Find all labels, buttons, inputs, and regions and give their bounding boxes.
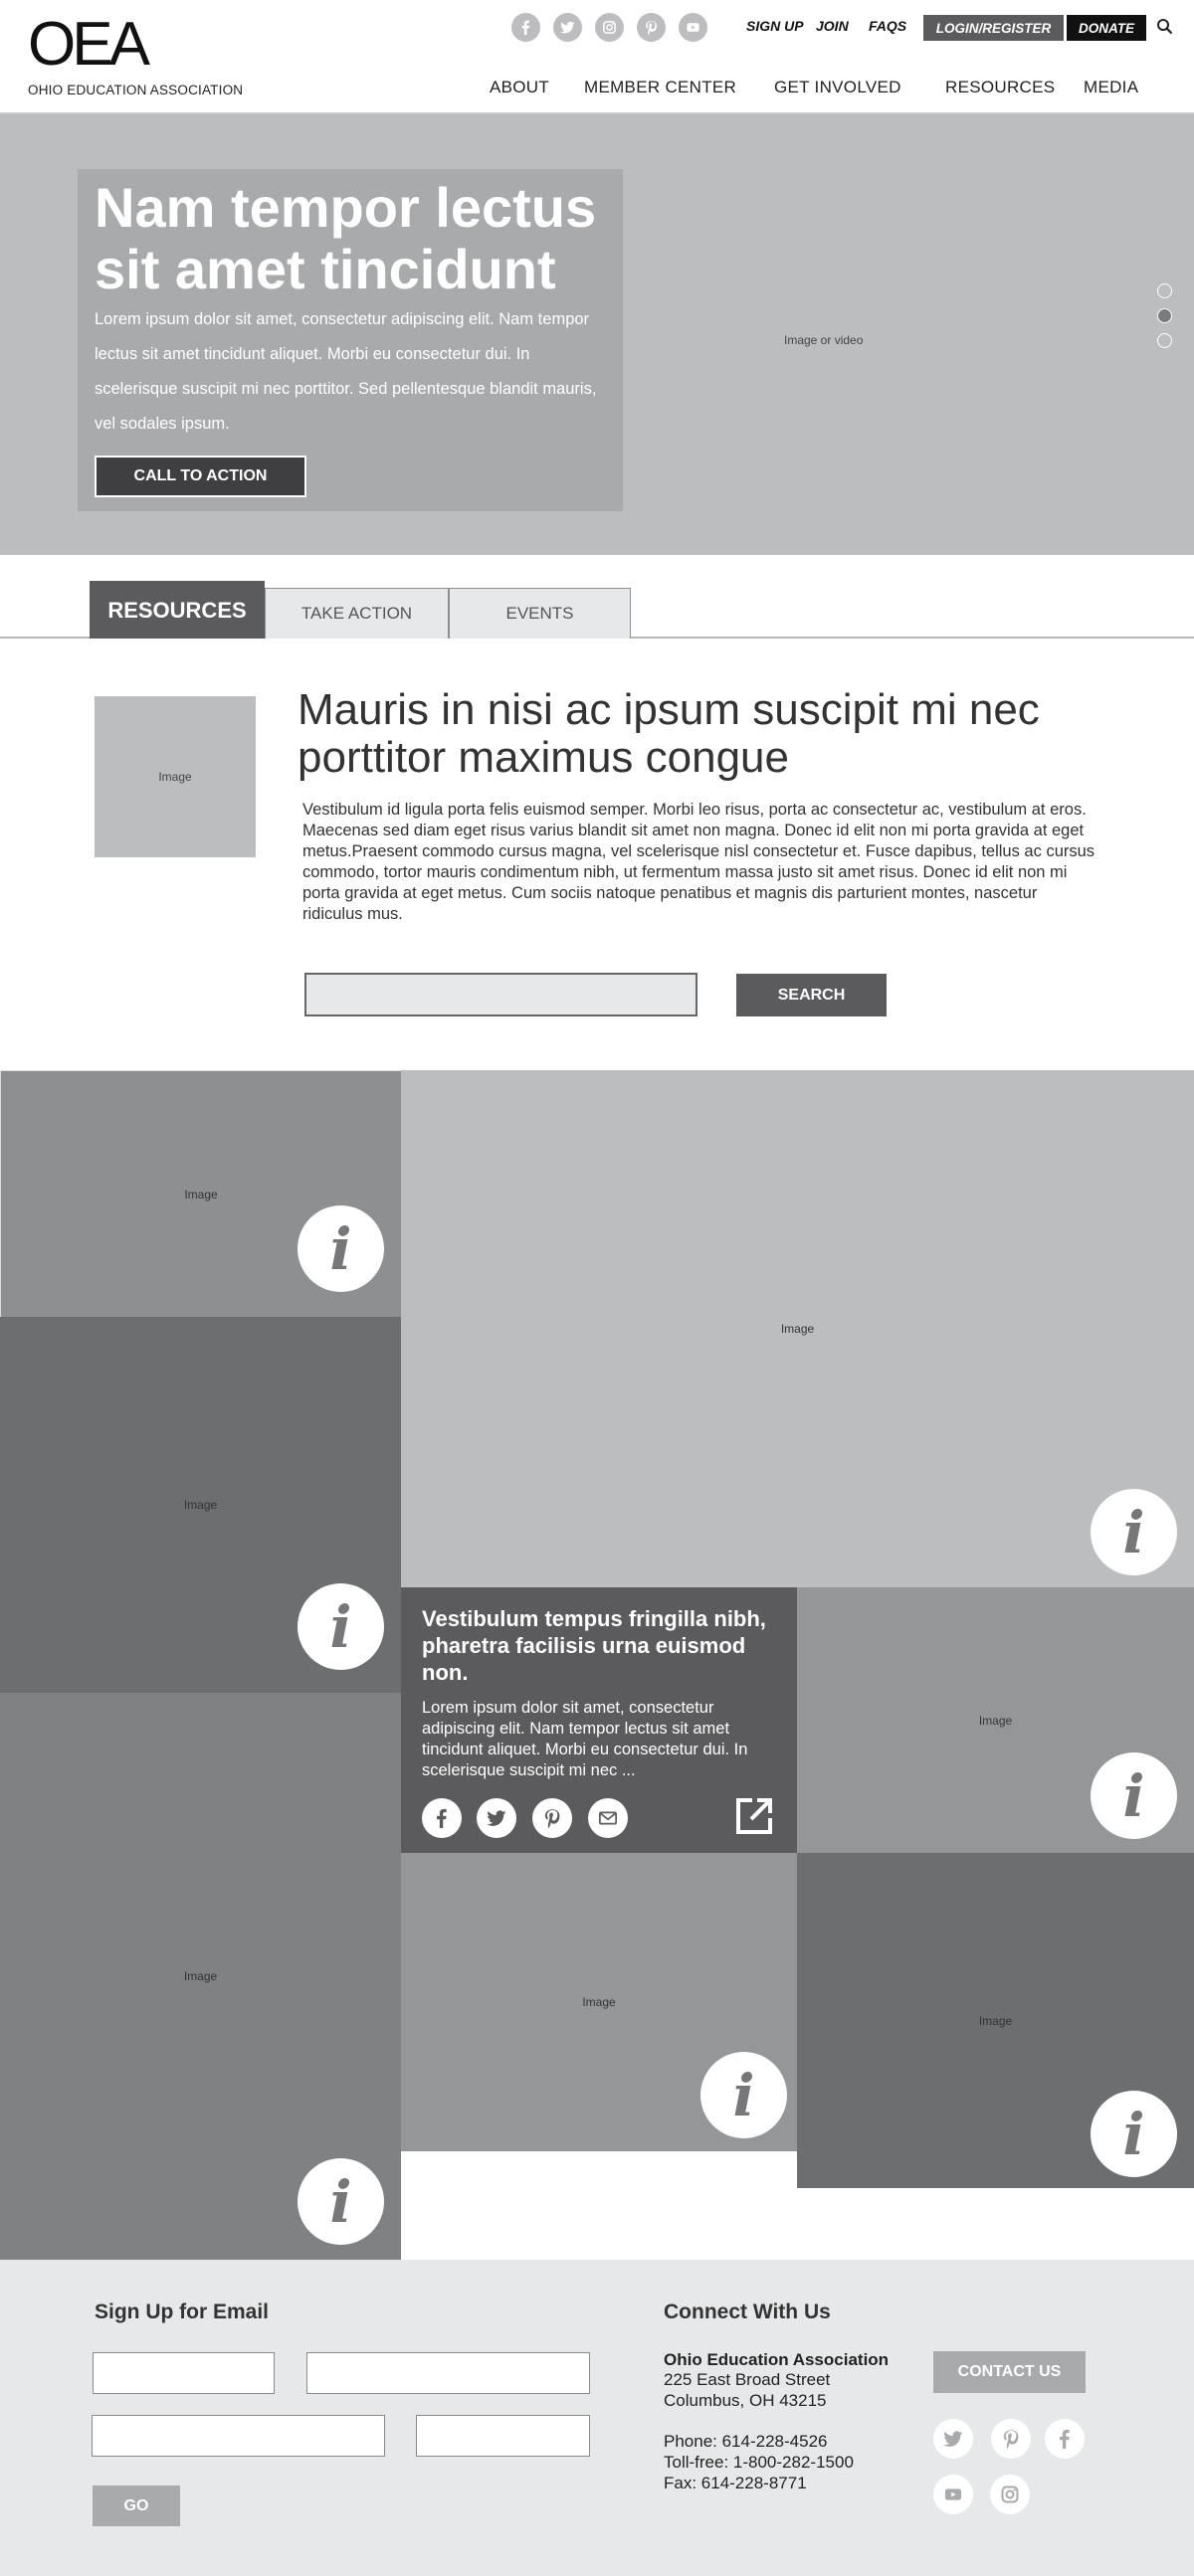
info-icon[interactable]: i [700, 2052, 787, 2138]
feature-text: Lorem ipsum dolor sit amet, consectetur adipiscing elit. Nam tempor lectus sit amet tincidunt aliquet. Morbi eu consectetur dui. In scelerisque suscipit mi nec ... [422, 1699, 748, 1779]
slide-dot-2-active[interactable] [1157, 308, 1172, 323]
login-register-button[interactable]: LOGIN/REGISTER [923, 15, 1064, 41]
youtube-icon[interactable] [933, 2475, 973, 2514]
nav-get-involved[interactable]: GET INVOLVED [774, 78, 901, 96]
pinterest-icon[interactable] [637, 13, 666, 42]
feature-title[interactable]: Vestibulum tempus fringilla nibh, pharetra facilisis urna euismod non. [422, 1606, 766, 1685]
twitter-icon[interactable] [477, 1798, 516, 1838]
first-name-field[interactable] [93, 2352, 275, 2394]
tile-image-label: Image [183, 1498, 218, 1512]
hero-text: Lorem ipsum dolor sit amet, consectetur adipiscing elit. Nam tempor lectus sit amet tincidunt aliquet. Morbi eu consectetur dui. In scelerisque suscipit mi nec porttitor. Sed pellentesque blandit mauris, vel sodales ipsum. [95, 310, 597, 433]
external-link-icon[interactable] [734, 1796, 774, 1836]
tile-image-2[interactable] [401, 1070, 1194, 1587]
nav-about[interactable]: ABOUT [490, 78, 550, 96]
tab-events[interactable]: EVENTS [449, 588, 631, 639]
connect-heading: Connect With Us [664, 2300, 831, 2323]
fax: Fax: 614-228-8771 [664, 2474, 807, 2492]
last-name-field[interactable] [306, 2352, 590, 2394]
instagram-icon[interactable] [990, 2475, 1030, 2514]
donate-button[interactable]: DONATE [1067, 15, 1146, 41]
info-icon[interactable]: i [298, 2158, 384, 2245]
call-to-action-button[interactable]: CALL TO ACTION [95, 456, 306, 497]
logo-name[interactable]: OHIO EDUCATION ASSOCIATION [28, 83, 244, 97]
faqs-link[interactable]: FAQS [869, 18, 907, 34]
email-icon[interactable] [588, 1798, 628, 1838]
facebook-icon[interactable] [1045, 2419, 1085, 2459]
hero-media-placeholder: Image or video [784, 333, 864, 347]
info-icon[interactable]: i [1091, 1489, 1177, 1575]
facebook-icon[interactable] [422, 1798, 462, 1838]
twitter-icon[interactable] [933, 2419, 973, 2459]
toll-free[interactable]: Toll-free: 1-800-282-1500 [664, 2453, 854, 2472]
tab-resources[interactable]: RESOURCES [90, 581, 265, 639]
resource-text: Vestibulum id ligula porta felis euismod semper. Morbi leo risus, porta ac consectetur ac, vestibulum at eros. Maecenas sed diam eget risus varius blandit sit amet non magna. Donec id elit non mi porta gravida at eget metus.Praesent commodo cursus magna, vel scelerisque nisl consectetur et. Fusce dapibus, tellus ac cursus commodo, tortor mauris condimentum nibh, ut fermentum massa justo sit amet risus. Donec id elit non mi porta gravida at eget metus. Cum sociis natoque penatibus et magnis dis parturient montes, nascetur ridiculus mus. [302, 801, 1095, 923]
email-signup-heading: Sign Up for Email [95, 2300, 270, 2323]
nav-media[interactable]: MEDIA [1084, 78, 1139, 96]
sign-up-link[interactable]: SIGN UP [746, 18, 804, 34]
facebook-icon[interactable] [511, 13, 540, 42]
phone[interactable]: Phone: 614-228-4526 [664, 2432, 828, 2451]
hero-title: Nam tempor lectus sit amet tincidunt [95, 176, 597, 300]
join-link[interactable]: JOIN [816, 18, 849, 34]
twitter-icon[interactable] [553, 13, 582, 42]
youtube-icon[interactable] [679, 13, 707, 42]
tile-image-label: Image [978, 1713, 1013, 1728]
info-icon[interactable]: i [1091, 2091, 1177, 2177]
nav-resources[interactable]: RESOURCES [945, 78, 1056, 96]
search-icon[interactable] [1155, 17, 1175, 37]
nav-member-center[interactable]: MEMBER CENTER [584, 78, 737, 96]
slide-dot-3[interactable] [1157, 333, 1172, 348]
slide-dot-1[interactable] [1157, 283, 1172, 298]
email-field[interactable] [92, 2415, 385, 2457]
tile-image-label: Image [184, 1187, 218, 1201]
search-button[interactable]: SEARCH [736, 974, 887, 1016]
pinterest-icon[interactable] [991, 2419, 1031, 2459]
go-button[interactable]: GO [93, 2485, 180, 2526]
info-icon[interactable]: i [298, 1583, 384, 1670]
tab-take-action[interactable]: TAKE ACTION [265, 588, 449, 639]
address-line-2: Columbus, OH 43215 [664, 2391, 827, 2410]
tile-image-label: Image [183, 1969, 218, 1983]
zip-field[interactable] [416, 2415, 590, 2457]
resource-title: Mauris in nisi ac ipsum suscipit mi nec porttitor maximus congue [298, 685, 1040, 782]
org-name: Ohio Education Association [664, 2350, 890, 2369]
tile-image-label: Image [780, 1322, 815, 1336]
logo-mark[interactable]: OEA [28, 10, 146, 79]
tile-image-label: Image [582, 1995, 616, 2009]
info-icon[interactable]: i [298, 1205, 384, 1292]
instagram-icon[interactable] [595, 13, 624, 42]
contact-us-button[interactable]: CONTACT US [933, 2351, 1086, 2393]
resource-search-input[interactable] [304, 973, 697, 1016]
address-line-1: 225 East Broad Street [664, 2370, 831, 2389]
tile-image-label: Image [978, 2013, 1013, 2028]
info-icon[interactable]: i [1091, 1752, 1177, 1839]
pinterest-icon[interactable] [532, 1798, 572, 1838]
resource-image: Image [95, 696, 256, 857]
